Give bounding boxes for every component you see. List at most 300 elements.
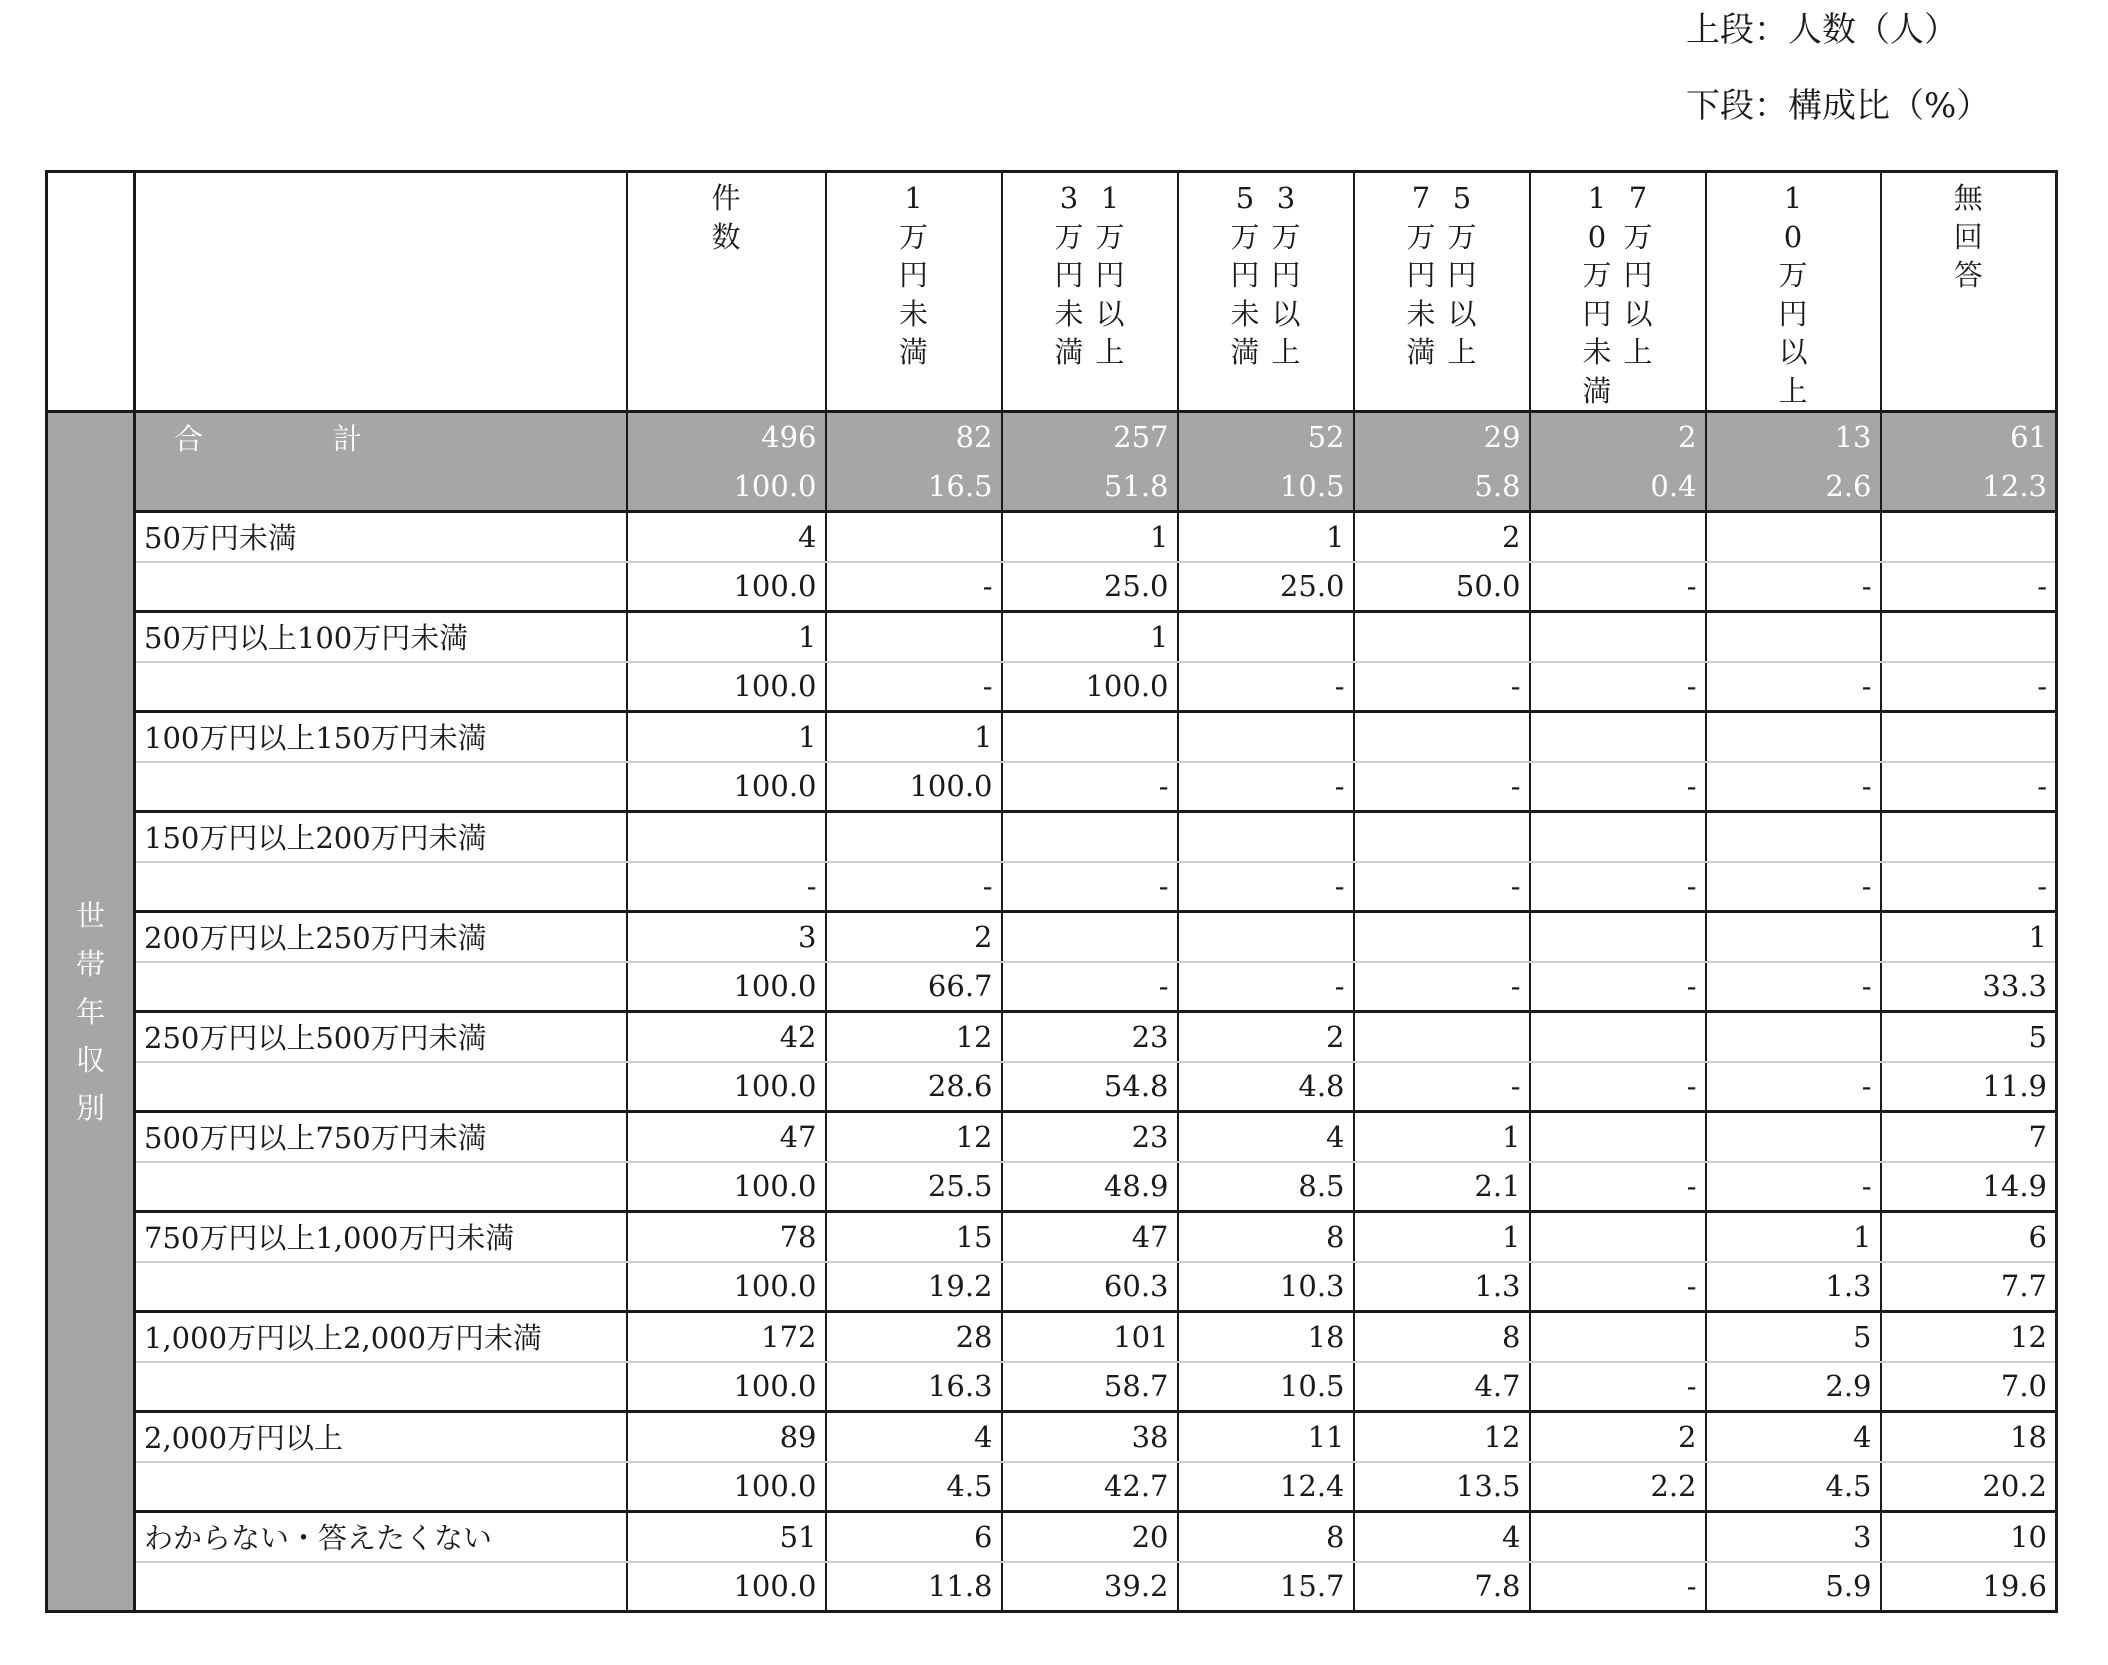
count-cell bbox=[1354, 712, 1530, 762]
total-percent-cell: 12.3 bbox=[1881, 462, 2057, 512]
count-cell: 5 bbox=[1881, 1012, 2057, 1062]
percent-cell: 50.0 bbox=[1354, 562, 1530, 612]
percent-cell: - bbox=[1530, 562, 1706, 612]
percent-cell: 33.3 bbox=[1881, 962, 2057, 1012]
count-cell: 3 bbox=[1706, 1512, 1881, 1562]
header-char: 未 bbox=[1230, 296, 1260, 331]
count-cell: 47 bbox=[627, 1112, 826, 1162]
percent-cell: - bbox=[1530, 662, 1706, 712]
header-char: 0 bbox=[1783, 219, 1803, 254]
count-cell bbox=[826, 512, 1002, 562]
category-label: 750万円以上1,000万円未満 bbox=[135, 1212, 627, 1262]
header-vertical-text bbox=[636, 179, 817, 256]
header-char: 満 bbox=[1406, 335, 1436, 369]
percent-cell: 48.9 bbox=[1002, 1162, 1178, 1212]
category-percent-row bbox=[47, 1262, 2057, 1312]
header-char: 上 bbox=[1095, 335, 1125, 369]
header-10k_30k bbox=[1002, 172, 1178, 412]
count-cell: 11 bbox=[1178, 1412, 1354, 1462]
header-char: 1 bbox=[1783, 181, 1803, 215]
count-cell: 1 bbox=[1354, 1112, 1530, 1162]
percent-cell: - bbox=[1354, 1062, 1530, 1112]
header-no_answer bbox=[1881, 172, 2057, 412]
percent-cell: 19.6 bbox=[1881, 1562, 2057, 1612]
count-cell: 8 bbox=[1354, 1312, 1530, 1362]
percent-cell: 25.0 bbox=[1178, 562, 1354, 612]
header-50k_70k bbox=[1354, 172, 1530, 412]
side-label-char: 帯 bbox=[75, 946, 105, 981]
percent-cell: 100.0 bbox=[627, 962, 826, 1012]
percent-cell: - bbox=[1706, 1162, 1881, 1212]
percent-cell: 25.0 bbox=[1002, 562, 1178, 612]
count-cell bbox=[1178, 812, 1354, 862]
header-char: 万 bbox=[1271, 219, 1301, 254]
category-label-blank bbox=[135, 762, 627, 812]
crosstab-table bbox=[45, 170, 2058, 1613]
count-cell bbox=[1706, 1012, 1881, 1062]
header-char: 未 bbox=[1054, 296, 1084, 331]
count-cell: 3 bbox=[627, 912, 826, 962]
header-under_10k bbox=[826, 172, 1002, 412]
percent-cell: - bbox=[1002, 862, 1178, 912]
percent-cell: 100.0 bbox=[627, 1062, 826, 1112]
category-count-row bbox=[47, 912, 2057, 962]
header-text-column bbox=[1406, 179, 1435, 372]
percent-cell: 13.5 bbox=[1354, 1462, 1530, 1512]
total-percent-cell: 5.8 bbox=[1354, 462, 1530, 512]
category-count-row bbox=[47, 812, 2057, 862]
percent-cell: - bbox=[1530, 762, 1706, 812]
category-label-blank bbox=[135, 1462, 627, 1512]
total-count-cell: 13 bbox=[1706, 412, 1881, 462]
header-char: 5 bbox=[1235, 181, 1255, 215]
header-text-column bbox=[1096, 179, 1125, 372]
header-char: 万 bbox=[1406, 219, 1436, 254]
count-cell: 7 bbox=[1881, 1112, 2057, 1162]
header-char: 万 bbox=[1582, 258, 1612, 292]
category-percent-row bbox=[47, 762, 2057, 812]
count-cell bbox=[1706, 612, 1881, 662]
percent-cell: - bbox=[1178, 962, 1354, 1012]
count-cell: 1 bbox=[1002, 612, 1178, 662]
header-label-column bbox=[135, 172, 627, 412]
category-count-row bbox=[47, 1412, 2057, 1462]
header-vertical-text bbox=[1715, 179, 1872, 410]
percent-cell: - bbox=[826, 662, 1002, 712]
count-cell: 1 bbox=[1706, 1212, 1881, 1262]
header-char: 円 bbox=[1054, 258, 1084, 292]
count-cell bbox=[627, 812, 826, 862]
percent-cell: 19.2 bbox=[826, 1262, 1002, 1312]
header-row bbox=[47, 172, 2057, 412]
count-cell: 4 bbox=[1178, 1112, 1354, 1162]
count-cell bbox=[1178, 612, 1354, 662]
count-cell: 23 bbox=[1002, 1112, 1178, 1162]
header-char: 万 bbox=[898, 219, 928, 254]
count-cell bbox=[1530, 812, 1706, 862]
count-cell: 47 bbox=[1002, 1212, 1178, 1262]
category-percent-row bbox=[47, 1062, 2057, 1112]
percent-cell: - bbox=[1354, 762, 1530, 812]
percent-cell: 39.2 bbox=[1002, 1562, 1178, 1612]
percent-cell: 4.5 bbox=[1706, 1462, 1881, 1512]
percent-cell: 100.0 bbox=[627, 1362, 826, 1412]
count-cell bbox=[1530, 1512, 1706, 1562]
header-text-column bbox=[1272, 179, 1301, 372]
header-char: 満 bbox=[1582, 373, 1612, 408]
header-corner bbox=[47, 172, 135, 412]
percent-cell: - bbox=[1881, 562, 2057, 612]
percent-cell: - bbox=[1706, 562, 1881, 612]
total-count-cell: 496 bbox=[627, 412, 826, 462]
header-char: 上 bbox=[1623, 335, 1653, 369]
header-30k_50k bbox=[1178, 172, 1354, 412]
count-cell: 1 bbox=[1354, 1212, 1530, 1262]
side-label-char: 世 bbox=[75, 898, 105, 933]
count-cell: 172 bbox=[627, 1312, 826, 1362]
count-cell bbox=[1706, 712, 1881, 762]
total-percent-cell: 51.8 bbox=[1002, 462, 1178, 512]
header-char: 7 bbox=[1628, 181, 1648, 215]
header-char: 未 bbox=[898, 296, 928, 331]
count-cell: 18 bbox=[1178, 1312, 1354, 1362]
count-cell bbox=[1881, 612, 2057, 662]
total-count-row bbox=[47, 412, 2057, 462]
header-char: 満 bbox=[1054, 335, 1084, 369]
percent-cell: - bbox=[627, 862, 826, 912]
header-char: 7 bbox=[1411, 181, 1431, 215]
percent-cell: 7.8 bbox=[1354, 1562, 1530, 1612]
count-cell: 2 bbox=[1530, 1412, 1706, 1462]
percent-cell: 2.9 bbox=[1706, 1362, 1881, 1412]
category-percent-row bbox=[47, 1462, 2057, 1512]
header-char: 1 bbox=[904, 181, 923, 215]
count-cell bbox=[1002, 912, 1178, 962]
category-count-row bbox=[47, 1212, 2057, 1262]
category-label: 500万円以上750万円未満 bbox=[135, 1112, 627, 1162]
category-percent-row bbox=[47, 862, 2057, 912]
legend-upper: 上段：人数（人） bbox=[1686, 10, 1958, 50]
total-percent-cell: 0.4 bbox=[1530, 462, 1706, 512]
header-over_100k bbox=[1706, 172, 1881, 412]
percent-cell: 4.8 bbox=[1178, 1062, 1354, 1112]
count-cell: 1 bbox=[1002, 512, 1178, 562]
header-char: 上 bbox=[1778, 373, 1808, 408]
header-text-column bbox=[899, 179, 928, 372]
total-count-cell: 52 bbox=[1178, 412, 1354, 462]
percent-cell: 100.0 bbox=[627, 562, 826, 612]
category-label: 50万円未満 bbox=[135, 512, 627, 562]
percent-cell: - bbox=[1002, 762, 1178, 812]
header-count bbox=[627, 172, 826, 412]
legend-lower: 下段：構成比（%） bbox=[1686, 86, 1991, 126]
percent-cell: - bbox=[1178, 662, 1354, 712]
header-text-column bbox=[1954, 179, 1983, 295]
percent-cell: 100.0 bbox=[627, 1562, 826, 1612]
header-char: 満 bbox=[898, 335, 928, 369]
count-cell bbox=[1354, 912, 1530, 962]
count-cell: 6 bbox=[826, 1512, 1002, 1562]
header-char: 以 bbox=[1447, 296, 1477, 331]
header-char: 以 bbox=[1095, 296, 1125, 331]
header-char: 円 bbox=[1778, 296, 1808, 331]
percent-cell: 100.0 bbox=[627, 762, 826, 812]
total-label-part: 計 bbox=[333, 421, 363, 456]
header-char: 万 bbox=[1230, 219, 1260, 254]
total-percent-cell: 100.0 bbox=[627, 462, 826, 512]
percent-cell: 14.9 bbox=[1881, 1162, 2057, 1212]
category-label: わからない・答えたくない bbox=[135, 1512, 627, 1562]
percent-cell: - bbox=[1706, 762, 1881, 812]
header-vertical-text bbox=[1011, 179, 1169, 372]
header-char: 3 bbox=[1059, 181, 1079, 215]
count-cell: 12 bbox=[826, 1112, 1002, 1162]
count-cell bbox=[1002, 712, 1178, 762]
header-char: 5 bbox=[1452, 181, 1472, 215]
category-label: 50万円以上100万円未満 bbox=[135, 612, 627, 662]
percent-cell: 7.7 bbox=[1881, 1262, 2057, 1312]
count-cell: 15 bbox=[826, 1212, 1002, 1262]
header-char: 1 bbox=[1100, 181, 1120, 215]
percent-cell: 25.5 bbox=[826, 1162, 1002, 1212]
count-cell bbox=[1530, 712, 1706, 762]
count-cell bbox=[826, 612, 1002, 662]
category-label-blank bbox=[135, 1362, 627, 1412]
percent-cell: - bbox=[1354, 662, 1530, 712]
header-char: 3 bbox=[1276, 181, 1296, 215]
total-percent-row bbox=[47, 462, 2057, 512]
category-percent-row bbox=[47, 1362, 2057, 1412]
count-cell: 8 bbox=[1178, 1512, 1354, 1562]
percent-cell: 100.0 bbox=[1002, 662, 1178, 712]
percent-cell: 100.0 bbox=[627, 662, 826, 712]
header-char: 円 bbox=[1095, 258, 1125, 292]
header-char: 円 bbox=[1271, 258, 1301, 292]
percent-cell: - bbox=[1178, 862, 1354, 912]
header-char: 上 bbox=[1271, 335, 1301, 369]
category-count-row bbox=[47, 1312, 2057, 1362]
header-char: 万 bbox=[1623, 219, 1653, 254]
percent-cell: - bbox=[1530, 1362, 1706, 1412]
header-vertical-text bbox=[1187, 179, 1345, 372]
total-label-part: 合 bbox=[174, 421, 204, 456]
category-percent-row bbox=[47, 1562, 2057, 1612]
count-cell: 23 bbox=[1002, 1012, 1178, 1062]
percent-cell: - bbox=[1530, 1062, 1706, 1112]
total-count-cell: 61 bbox=[1881, 412, 2057, 462]
percent-cell: 100.0 bbox=[627, 1162, 826, 1212]
header-char: 以 bbox=[1623, 296, 1653, 331]
count-cell bbox=[1881, 812, 2057, 862]
count-cell bbox=[1178, 712, 1354, 762]
percent-cell: 1.3 bbox=[1354, 1262, 1530, 1312]
count-cell: 28 bbox=[826, 1312, 1002, 1362]
header-char: 件 bbox=[711, 181, 741, 215]
percent-cell: 5.9 bbox=[1706, 1562, 1881, 1612]
count-cell: 101 bbox=[1002, 1312, 1178, 1362]
percent-cell: - bbox=[1002, 962, 1178, 1012]
count-cell: 89 bbox=[627, 1412, 826, 1462]
percent-cell: 7.0 bbox=[1881, 1362, 2057, 1412]
count-cell bbox=[1530, 612, 1706, 662]
percent-cell: - bbox=[826, 862, 1002, 912]
header-char: 円 bbox=[1623, 258, 1653, 292]
category-count-row bbox=[47, 1512, 2057, 1562]
count-cell: 5 bbox=[1706, 1312, 1881, 1362]
count-cell bbox=[1706, 1112, 1881, 1162]
header-char: 回 bbox=[1953, 219, 1983, 254]
count-cell bbox=[1530, 1212, 1706, 1262]
percent-cell: 58.7 bbox=[1002, 1362, 1178, 1412]
percent-cell: 4.7 bbox=[1354, 1362, 1530, 1412]
total-percent-cell: 2.6 bbox=[1706, 462, 1881, 512]
count-cell bbox=[1881, 512, 2057, 562]
percent-cell: 60.3 bbox=[1002, 1262, 1178, 1312]
header-text-column bbox=[1230, 179, 1259, 372]
percent-cell: 42.7 bbox=[1002, 1462, 1178, 1512]
header-text-column bbox=[1054, 179, 1083, 372]
category-count-row bbox=[47, 1012, 2057, 1062]
count-cell bbox=[1706, 912, 1881, 962]
percent-cell: - bbox=[1881, 862, 2057, 912]
percent-cell: - bbox=[1530, 962, 1706, 1012]
percent-cell: 100.0 bbox=[826, 762, 1002, 812]
count-cell: 1 bbox=[627, 712, 826, 762]
side-label-char: 別 bbox=[75, 1090, 105, 1125]
total-count-cell: 29 bbox=[1354, 412, 1530, 462]
count-cell: 12 bbox=[1354, 1412, 1530, 1462]
header-char: 答 bbox=[1953, 258, 1983, 292]
percent-cell: - bbox=[1706, 862, 1881, 912]
count-cell: 12 bbox=[1881, 1312, 2057, 1362]
percent-cell: - bbox=[1530, 1162, 1706, 1212]
total-count-cell: 257 bbox=[1002, 412, 1178, 462]
percent-cell: 8.5 bbox=[1178, 1162, 1354, 1212]
percent-cell: 28.6 bbox=[826, 1062, 1002, 1112]
side-label-char: 収 bbox=[75, 1042, 105, 1077]
count-cell: 42 bbox=[627, 1012, 826, 1062]
header-text-column bbox=[711, 179, 740, 256]
count-cell bbox=[1881, 712, 2057, 762]
percent-cell: - bbox=[1706, 662, 1881, 712]
total-label-blank bbox=[135, 462, 627, 512]
count-cell bbox=[1530, 512, 1706, 562]
percent-cell: 66.7 bbox=[826, 962, 1002, 1012]
count-cell: 2 bbox=[826, 912, 1002, 962]
category-percent-row bbox=[47, 1162, 2057, 1212]
category-label: 1,000万円以上2,000万円未満 bbox=[135, 1312, 627, 1362]
category-label-blank bbox=[135, 1562, 627, 1612]
header-char: 1 bbox=[1587, 181, 1607, 215]
header-text-column bbox=[1624, 179, 1653, 410]
category-percent-row bbox=[47, 562, 2057, 612]
header-char: 未 bbox=[1582, 335, 1612, 369]
category-label-blank bbox=[135, 1062, 627, 1112]
header-char: 数 bbox=[711, 219, 741, 254]
percent-cell: 1.3 bbox=[1706, 1262, 1881, 1312]
header-text-column bbox=[1582, 179, 1611, 410]
count-cell bbox=[1706, 512, 1881, 562]
count-cell bbox=[1354, 812, 1530, 862]
count-cell: 10 bbox=[1881, 1512, 2057, 1562]
total-count-cell: 2 bbox=[1530, 412, 1706, 462]
count-cell: 1 bbox=[826, 712, 1002, 762]
percent-cell: - bbox=[1530, 1262, 1706, 1312]
category-label: 200万円以上250万円未満 bbox=[135, 912, 627, 962]
category-count-row bbox=[47, 712, 2057, 762]
category-label-blank bbox=[135, 1262, 627, 1312]
category-count-row bbox=[47, 512, 2057, 562]
category-label: 150万円以上200万円未満 bbox=[135, 812, 627, 862]
header-vertical-text bbox=[1363, 179, 1521, 372]
count-cell: 20 bbox=[1002, 1512, 1178, 1562]
header-char: 以 bbox=[1778, 335, 1808, 369]
category-label-blank bbox=[135, 1162, 627, 1212]
percent-cell: - bbox=[826, 562, 1002, 612]
category-percent-row bbox=[47, 962, 2057, 1012]
percent-cell: 2.1 bbox=[1354, 1162, 1530, 1212]
percent-cell: 100.0 bbox=[627, 1462, 826, 1512]
header-char: 以 bbox=[1271, 296, 1301, 331]
count-cell: 2 bbox=[1178, 1012, 1354, 1062]
percent-cell: - bbox=[1530, 1562, 1706, 1612]
count-cell: 2 bbox=[1354, 512, 1530, 562]
percent-cell: 11.9 bbox=[1881, 1062, 2057, 1112]
percent-cell: - bbox=[1354, 862, 1530, 912]
header-char: 万 bbox=[1054, 219, 1084, 254]
category-label-blank bbox=[135, 862, 627, 912]
header-char: 未 bbox=[1406, 296, 1436, 331]
count-cell bbox=[1354, 1012, 1530, 1062]
percent-cell: - bbox=[1706, 1062, 1881, 1112]
header-char: 円 bbox=[1447, 258, 1477, 292]
count-cell bbox=[1530, 1312, 1706, 1362]
total-percent-cell: 10.5 bbox=[1178, 462, 1354, 512]
percent-cell: 2.2 bbox=[1530, 1462, 1706, 1512]
header-char: 満 bbox=[1230, 335, 1260, 369]
count-cell bbox=[826, 812, 1002, 862]
percent-cell: - bbox=[1706, 962, 1881, 1012]
count-cell: 8 bbox=[1178, 1212, 1354, 1262]
percent-cell: 54.8 bbox=[1002, 1062, 1178, 1112]
header-text-column bbox=[1448, 179, 1477, 372]
header-char: 無 bbox=[1953, 181, 1983, 215]
category-label: 250万円以上500万円未満 bbox=[135, 1012, 627, 1062]
header-char: 円 bbox=[898, 258, 928, 292]
percent-cell: 100.0 bbox=[627, 1262, 826, 1312]
count-cell bbox=[1354, 612, 1530, 662]
count-cell: 4 bbox=[826, 1412, 1002, 1462]
header-70k_100k bbox=[1530, 172, 1706, 412]
count-cell: 51 bbox=[627, 1512, 826, 1562]
header-char: 円 bbox=[1406, 258, 1436, 292]
header-vertical-text bbox=[1890, 179, 2048, 295]
header-char: 万 bbox=[1778, 258, 1808, 292]
count-cell bbox=[1002, 812, 1178, 862]
header-char: 0 bbox=[1587, 219, 1607, 254]
header-char: 円 bbox=[1230, 258, 1260, 292]
percent-cell: 11.8 bbox=[826, 1562, 1002, 1612]
count-cell bbox=[1530, 912, 1706, 962]
percent-cell: 16.3 bbox=[826, 1362, 1002, 1412]
percent-cell: 12.4 bbox=[1178, 1462, 1354, 1512]
count-cell bbox=[1530, 1112, 1706, 1162]
percent-cell: 4.5 bbox=[826, 1462, 1002, 1512]
header-char: 円 bbox=[1582, 296, 1612, 331]
count-cell: 4 bbox=[1354, 1512, 1530, 1562]
total-count-cell: 82 bbox=[826, 412, 1002, 462]
percent-cell: 15.7 bbox=[1178, 1562, 1354, 1612]
